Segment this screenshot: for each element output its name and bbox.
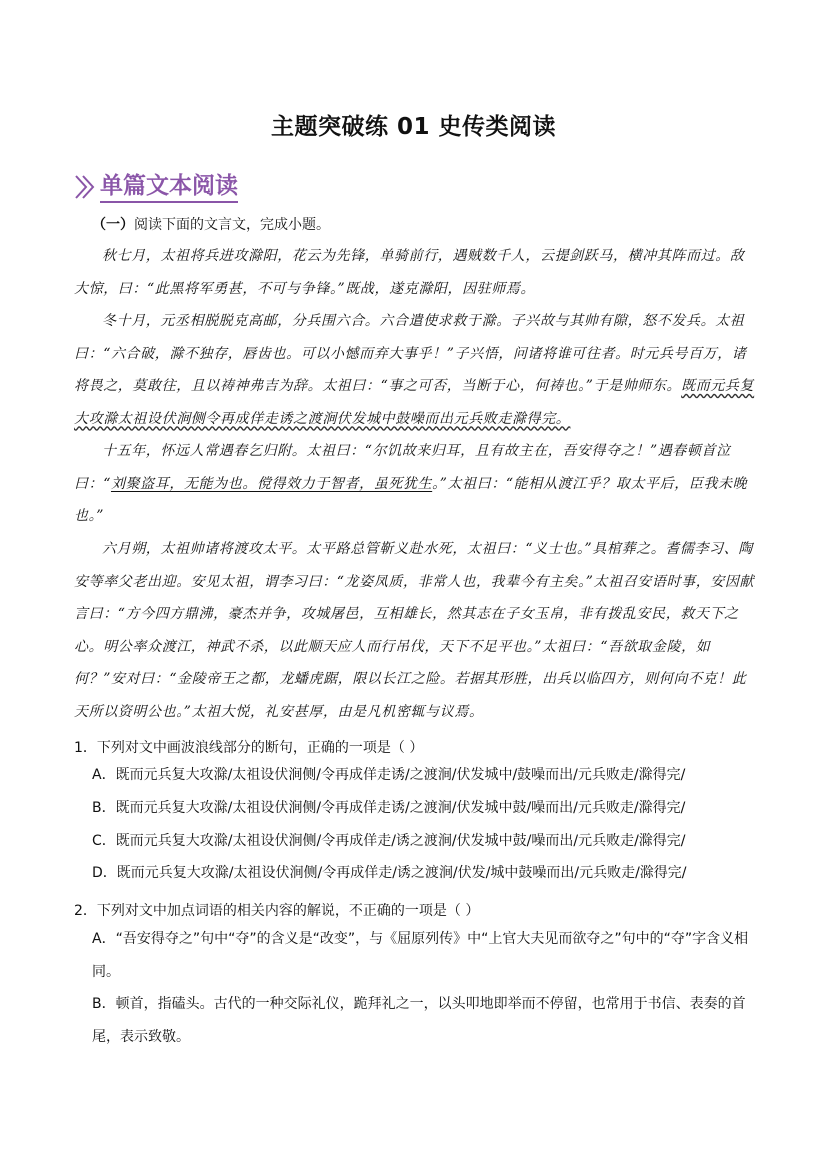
passage-paragraph-2-text: 冬十月，元丞相脱脱克高邮，分兵围六合。六合遣使求救于滁。子兴故与其帅有隙，怒不发兵。太祖曰：“六合破，滁不独存，唇齿也。可以小憾而弃大事乎！”子兴悟，问诸将谁可往者。时元兵号百万，诸将畏之，莫敢往，且以祷神弗吉为辞。太祖曰：“事之可否，当断于心，何祷也。”于是帅师东。 <box>74 313 747 394</box>
question-2-option-b: B．顿首，指磕头。古代的一种交际礼仪，跪拜礼之一，以头叩地即举而不停留，也常用于书信、表奏的首尾，表示致敬。 <box>92 996 746 1045</box>
question-2-stem: 2．下列对文中加点词语的相关内容的解说，不正确的一项是（ ） <box>74 903 480 919</box>
passage-paragraph-1: 秋七月，太祖将兵进攻滁阳，花云为先锋，单骑前行，遇贼数千人，云提剑跃马，横冲其阵而过。敌大惊，曰：“此黑将军勇甚，不可与争锋。”既战，遂克滁阳，因驻师焉。 <box>74 248 745 297</box>
question-1-option-c: C．既而元兵复大攻滁/太祖设伏涧侧/令再成佯走/诱之渡涧/伏发城中鼓/噪而出/元兵败走/滁得完/ <box>92 833 686 849</box>
intro-line <box>92 214 330 234</box>
passage-paragraph-3-text-b: 。”太祖曰：“能相从渡江乎？取太平后，臣我未晚也。” <box>74 475 748 524</box>
question-1-option-b: B．既而元兵复大攻滁/太祖设伏涧侧/令再成佯走诱/之渡涧/伏发城中鼓/噪而出/元兵败走/滁得完/ <box>92 800 686 816</box>
intro-number: （一） <box>92 217 134 233</box>
section-heading <box>74 170 238 204</box>
passage-paragraph-4: 六月朔，太祖帅诸将渡攻太平。太平路总管靳义赴水死，太祖曰：“义士也。”具棺葬之。耆儒李习、陶安等率父老出迎。安见太祖，谓李习曰：“龙姿凤质，非常人也，我辈今有主矣。”太祖召安语时事，安因献言曰：“方今四方鼎沸，豪杰并争，攻城屠邑，互相雄长，然其志在子女玉帛，非有拨乱安民，救天下之心。明公率众渡江，神武不杀，以此顺天应人而行吊伐，天下不足平也。”太祖曰：“吾欲取金陵，如何？”安对曰：“金陵帝王之都，龙蟠虎踞，限以长江之险。若据其形胜，出兵以临四方，则何向不克！此天所以资明公也。”太祖大悦，礼安甚厚，由是凡机密辄与议焉。 <box>74 541 755 720</box>
section-label: 单篇文本阅读 <box>100 171 238 203</box>
passage-paragraph-3-text-a: 十五年，怀远人常遇春乞归附。太祖曰：“尔饥故来归耳，且有故主在，吾安得夺之！”遇春顿首泣曰：“ <box>74 443 731 492</box>
question-1-stem: 1．下列对文中画波浪线部分的断句，正确的一项是（ ） <box>74 740 424 756</box>
page-title: 主题突破练 01 史传类阅读 <box>270 114 557 140</box>
double-chevron-icon <box>74 172 100 202</box>
question-2-option-a: A．“吾安得夺之”句中“夺”的含义是“改变”，与《屈原列传》中“上官大夫见而欲夺之”句中的“夺”字含义相同。 <box>92 931 749 980</box>
question-1-option-d: D．既而元兵复大攻滁/太祖设伏涧侧/令再成佯走/诱之渡涧/伏发/城中鼓噪而出/元兵败走/滁得完/ <box>92 865 687 881</box>
question-1-option-a: A．既而元兵复大攻滁/太祖设伏涧侧/令再成佯走诱/之渡涧/伏发城中/鼓噪而出/元兵败走/滁得完/ <box>92 767 686 783</box>
underlined-sentence: 刘聚盗耳，无能为也。傥得效力于智者，虽死犹生 <box>110 475 433 492</box>
wavy-underlined-passage: 既而元兵复大攻滁太祖设伏涧侧令再成佯走诱之渡涧伏发城中鼓噪而出元兵败走滁得完。 <box>74 378 755 427</box>
passage-paragraph-3 <box>74 435 758 533</box>
intro-text: 阅读下面的文言文，完成小题。 <box>134 217 330 233</box>
passage-paragraph-2 <box>74 305 758 435</box>
